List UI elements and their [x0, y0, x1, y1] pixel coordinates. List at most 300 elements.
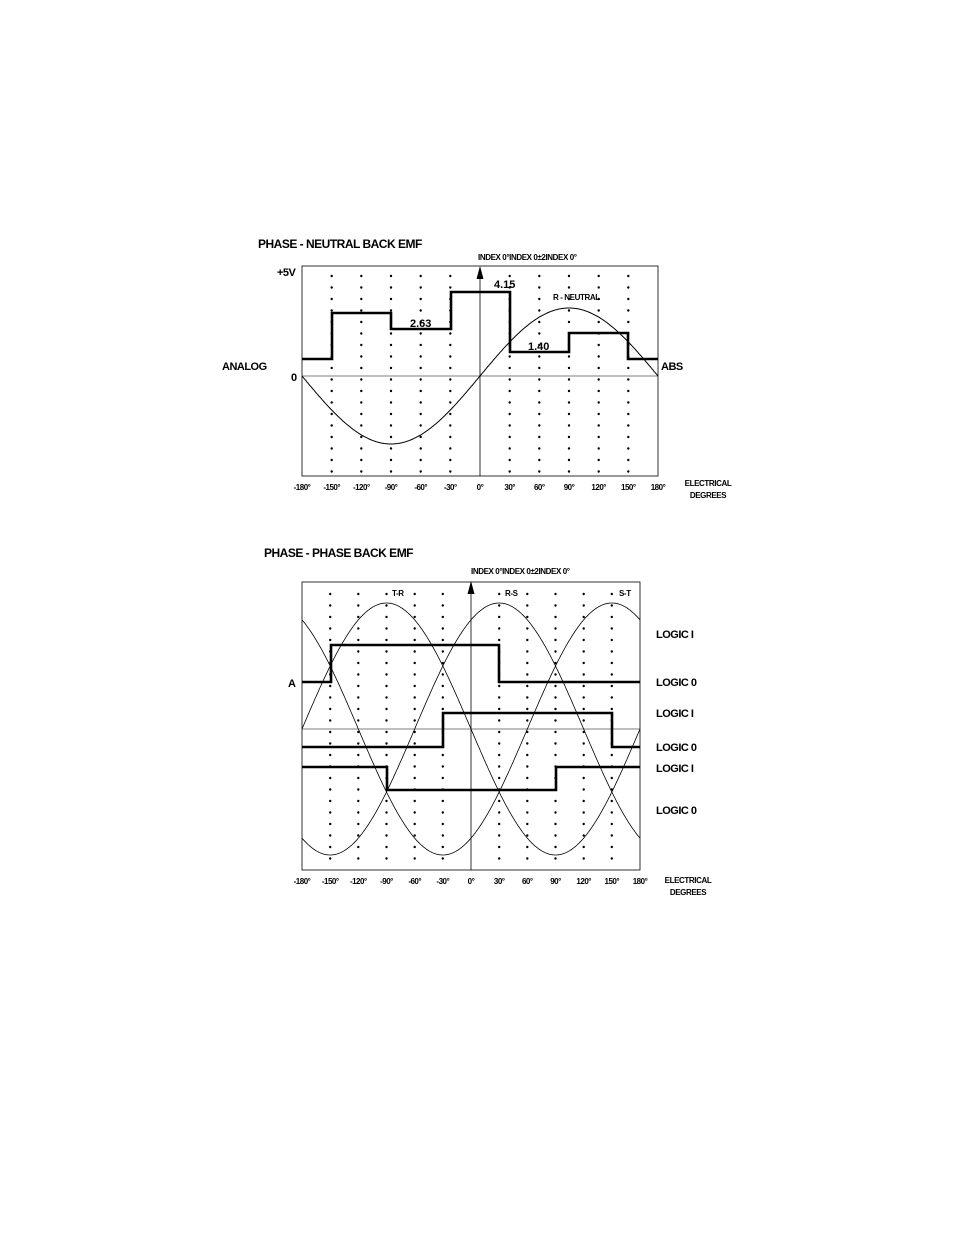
- grid-dot: [449, 424, 451, 426]
- grid-dot: [414, 811, 416, 813]
- chart1-tick-label: -180°: [293, 483, 311, 492]
- grid-dot: [498, 696, 500, 698]
- grid-dot: [442, 593, 444, 595]
- grid-dot: [509, 424, 511, 426]
- grid-dot: [442, 696, 444, 698]
- grid-dot: [360, 424, 362, 426]
- grid-dot: [357, 834, 359, 836]
- grid-dot: [627, 286, 629, 288]
- grid-dot: [331, 401, 333, 403]
- chart2-logic-label-2: LOGIC 0: [656, 677, 697, 689]
- grid-dot: [449, 355, 451, 357]
- grid-dot: [442, 754, 444, 756]
- grid-dot: [420, 424, 422, 426]
- grid-dot: [554, 627, 556, 629]
- grid-dot: [554, 811, 556, 813]
- grid-dot: [498, 754, 500, 756]
- chart2-tick-label: 120°: [576, 877, 591, 886]
- chart1-tick-label: -30°: [443, 483, 457, 492]
- grid-dot: [568, 401, 570, 403]
- grid-dot: [385, 731, 387, 733]
- grid-dot: [627, 447, 629, 449]
- grid-dot: [538, 413, 540, 415]
- grid-dot: [598, 436, 600, 438]
- grid-dot: [583, 777, 585, 779]
- grid-dot: [554, 834, 556, 836]
- grid-dot: [357, 754, 359, 756]
- grid-dot: [360, 298, 362, 300]
- grid-dot: [449, 344, 451, 346]
- grid-dot: [611, 616, 613, 618]
- grid-dot: [414, 834, 416, 836]
- grid-dot: [611, 685, 613, 687]
- grid-dot: [442, 673, 444, 675]
- grid-dot: [509, 401, 511, 403]
- grid-dot: [442, 650, 444, 652]
- grid-dot: [509, 436, 511, 438]
- grid-dot: [568, 275, 570, 277]
- grid-dot: [611, 627, 613, 629]
- grid-dot: [526, 823, 528, 825]
- grid-dot: [498, 593, 500, 595]
- grid-dot: [329, 846, 331, 848]
- grid-dot: [360, 470, 362, 472]
- grid-dot: [538, 286, 540, 288]
- grid-dot: [390, 355, 392, 357]
- grid-dot: [385, 650, 387, 652]
- grid-dot: [414, 777, 416, 779]
- grid-dot: [414, 639, 416, 641]
- grid-dot: [598, 424, 600, 426]
- grid-dot: [414, 823, 416, 825]
- grid-dot: [509, 459, 511, 461]
- grid-dot: [390, 367, 392, 369]
- grid-dot: [583, 616, 585, 618]
- grid-dot: [554, 823, 556, 825]
- chart2-label-t-r: T-R: [392, 589, 404, 598]
- grid-dot: [598, 459, 600, 461]
- grid-dot: [357, 811, 359, 813]
- grid-dot: [554, 604, 556, 606]
- grid-dot: [414, 846, 416, 848]
- grid-dot: [414, 616, 416, 618]
- grid-dot: [583, 788, 585, 790]
- chart1-tick-label: 0°: [476, 483, 484, 492]
- grid-dot: [598, 470, 600, 472]
- grid-dot: [414, 627, 416, 629]
- grid-dot: [449, 367, 451, 369]
- grid-dot: [568, 286, 570, 288]
- grid-dot: [627, 275, 629, 277]
- grid-dot: [554, 719, 556, 721]
- grid-dot: [526, 616, 528, 618]
- grid-dot: [360, 275, 362, 277]
- grid-dot: [390, 459, 392, 461]
- grid-dot: [390, 424, 392, 426]
- grid-dot: [526, 765, 528, 767]
- grid-dot: [538, 298, 540, 300]
- grid-dot: [509, 413, 511, 415]
- grid-dot: [526, 662, 528, 664]
- grid-dot: [526, 719, 528, 721]
- grid-dot: [390, 286, 392, 288]
- grid-dot: [568, 378, 570, 380]
- grid-dot: [357, 719, 359, 721]
- grid-dot: [331, 275, 333, 277]
- grid-dot: [611, 604, 613, 606]
- grid-dot: [583, 639, 585, 641]
- grid-dot: [583, 708, 585, 710]
- grid-dot: [526, 673, 528, 675]
- grid-dot: [598, 401, 600, 403]
- chart2-tick-label: 0°: [467, 877, 475, 886]
- grid-dot: [538, 275, 540, 277]
- grid-dot: [526, 846, 528, 848]
- grid-dot: [583, 719, 585, 721]
- grid-dot: [390, 344, 392, 346]
- chart1-tick-label: 60°: [533, 483, 545, 492]
- chart2-tick-label: -150°: [321, 877, 339, 886]
- grid-dot: [329, 754, 331, 756]
- grid-dot: [385, 662, 387, 664]
- grid-dot: [498, 777, 500, 779]
- grid-dot: [598, 447, 600, 449]
- grid-dot: [449, 275, 451, 277]
- grid-dot: [329, 616, 331, 618]
- grid-dot: [442, 777, 444, 779]
- chart1-curve-label: R - NEUTRAL: [553, 293, 600, 302]
- chart2-index-arrow: [468, 581, 475, 594]
- grid-dot: [583, 593, 585, 595]
- grid-dot: [498, 846, 500, 848]
- grid-dot: [442, 823, 444, 825]
- grid-dot: [598, 390, 600, 392]
- chart1-y-zero-label: 0: [291, 372, 297, 384]
- grid-dot: [414, 742, 416, 744]
- grid-dot: [331, 298, 333, 300]
- grid-dot: [442, 857, 444, 859]
- grid-dot: [526, 593, 528, 595]
- grid-dot: [568, 447, 570, 449]
- grid-dot: [420, 459, 422, 461]
- chart2-tick-label: 60°: [521, 877, 533, 886]
- grid-dot: [360, 401, 362, 403]
- grid-dot: [420, 275, 422, 277]
- grid-dot: [526, 777, 528, 779]
- grid-dot: [385, 616, 387, 618]
- grid-dot: [449, 470, 451, 472]
- grid-dot: [538, 367, 540, 369]
- grid-dot: [526, 696, 528, 698]
- chart1-tick-label: 30°: [504, 483, 516, 492]
- grid-dot: [420, 355, 422, 357]
- grid-dot: [583, 742, 585, 744]
- grid-dot: [329, 604, 331, 606]
- grid-dot: [611, 846, 613, 848]
- grid-dot: [360, 321, 362, 323]
- grid-dot: [360, 286, 362, 288]
- grid-dot: [442, 604, 444, 606]
- chart2-logic-label-5: LOGIC I: [656, 763, 694, 775]
- grid-dot: [583, 857, 585, 859]
- grid-dot: [357, 673, 359, 675]
- grid-dot: [509, 378, 511, 380]
- grid-dot: [568, 424, 570, 426]
- grid-dot: [357, 685, 359, 687]
- grid-dot: [357, 857, 359, 859]
- grid-dot: [554, 650, 556, 652]
- grid-dot: [360, 332, 362, 334]
- grid-dot: [611, 811, 613, 813]
- grid-dot: [498, 731, 500, 733]
- grid-dot: [598, 275, 600, 277]
- chart2-tick-label: 180°: [632, 877, 648, 886]
- grid-dot: [331, 367, 333, 369]
- grid-dot: [554, 673, 556, 675]
- grid-dot: [357, 662, 359, 664]
- chart1-x-title-line1: ELECTRICAL: [684, 479, 732, 488]
- grid-dot: [583, 685, 585, 687]
- grid-dot: [390, 401, 392, 403]
- grid-dot: [538, 390, 540, 392]
- grid-dot: [414, 765, 416, 767]
- grid-dot: [449, 332, 451, 334]
- grid-dot: [627, 401, 629, 403]
- grid-dot: [538, 355, 540, 357]
- grid-dot: [627, 424, 629, 426]
- grid-dot: [498, 800, 500, 802]
- chart1-tick-label: -60°: [414, 483, 428, 492]
- grid-dot: [538, 401, 540, 403]
- grid-dot: [331, 470, 333, 472]
- grid-dot: [414, 650, 416, 652]
- grid-dot: [498, 857, 500, 859]
- grid-dot: [360, 367, 362, 369]
- chart1-index-arrow: [477, 266, 484, 279]
- grid-dot: [357, 800, 359, 802]
- chart1-tick-label: -90°: [384, 483, 398, 492]
- chart1-tick-label: 90°: [563, 483, 575, 492]
- grid-dot: [357, 627, 359, 629]
- grid-dot: [538, 459, 540, 461]
- grid-dot: [385, 696, 387, 698]
- grid-dot: [329, 811, 331, 813]
- grid-dot: [357, 593, 359, 595]
- grid-dot: [449, 413, 451, 415]
- grid-dot: [509, 390, 511, 392]
- grid-dot: [331, 459, 333, 461]
- grid-dot: [583, 834, 585, 836]
- grid-dot: [538, 470, 540, 472]
- grid-dot: [331, 447, 333, 449]
- grid-dot: [420, 436, 422, 438]
- grid-dot: [329, 719, 331, 721]
- grid-dot: [568, 436, 570, 438]
- grid-dot: [390, 470, 392, 472]
- grid-dot: [420, 378, 422, 380]
- grid-dot: [385, 685, 387, 687]
- chart2-logic-label-1: LOGIC I: [656, 629, 694, 641]
- grid-dot: [449, 436, 451, 438]
- grid-dot: [390, 436, 392, 438]
- grid-dot: [357, 788, 359, 790]
- grid-dot: [414, 696, 416, 698]
- chart1-index-label: INDEX 0°INDEX 0±2INDEX 0°: [478, 253, 577, 262]
- chart2-index-label: INDEX 0°INDEX 0±2INDEX 0°: [471, 567, 570, 576]
- grid-dot: [329, 800, 331, 802]
- grid-dot: [449, 459, 451, 461]
- grid-dot: [554, 731, 556, 733]
- grid-dot: [538, 332, 540, 334]
- chart1-y-top-label: +5V: [277, 267, 296, 279]
- grid-dot: [554, 857, 556, 859]
- grid-dot: [583, 846, 585, 848]
- grid-dot: [583, 650, 585, 652]
- grid-dot: [627, 309, 629, 311]
- grid-dot: [442, 685, 444, 687]
- grid-dot: [357, 742, 359, 744]
- grid-dot: [598, 355, 600, 357]
- grid-dot: [420, 447, 422, 449]
- grid-dot: [538, 309, 540, 311]
- grid-dot: [414, 800, 416, 802]
- grid-dot: [554, 708, 556, 710]
- grid-dot: [583, 696, 585, 698]
- grid-dot: [357, 777, 359, 779]
- grid-dot: [390, 390, 392, 392]
- grid-dot: [385, 754, 387, 756]
- chart2-logic-label-6: LOGIC 0: [656, 805, 697, 817]
- grid-dot: [598, 367, 600, 369]
- grid-dot: [611, 639, 613, 641]
- chart2-x-title-line1: ELECTRICAL: [664, 876, 712, 885]
- grid-dot: [598, 309, 600, 311]
- grid-dot: [390, 413, 392, 415]
- grid-dot: [331, 413, 333, 415]
- grid-dot: [611, 650, 613, 652]
- grid-dot: [329, 593, 331, 595]
- grid-dot: [414, 685, 416, 687]
- chart1-tick-label: 120°: [591, 483, 606, 492]
- chart2-x-title-line2: DEGREES: [669, 888, 707, 897]
- grid-dot: [498, 708, 500, 710]
- chart2-tick-label: 30°: [493, 877, 505, 886]
- grid-dot: [329, 696, 331, 698]
- chart2-left-label: A: [288, 678, 296, 690]
- grid-dot: [329, 823, 331, 825]
- grid-dot: [414, 857, 416, 859]
- chart2-tick-label: -180°: [293, 877, 311, 886]
- grid-dot: [498, 811, 500, 813]
- grid-dot: [554, 639, 556, 641]
- grid-dot: [329, 639, 331, 641]
- grid-dot: [611, 708, 613, 710]
- grid-dot: [526, 742, 528, 744]
- grid-dot: [442, 846, 444, 848]
- grid-dot: [526, 754, 528, 756]
- grid-dot: [385, 834, 387, 836]
- grid-dot: [526, 627, 528, 629]
- grid-dot: [390, 309, 392, 311]
- grid-dot: [498, 765, 500, 767]
- grid-dot: [526, 650, 528, 652]
- grid-dot: [526, 811, 528, 813]
- grid-dot: [390, 275, 392, 277]
- grid-dot: [360, 390, 362, 392]
- chart1-x-ticks: [294, 483, 666, 492]
- grid-dot: [420, 470, 422, 472]
- grid-dot: [568, 390, 570, 392]
- grid-dot: [331, 390, 333, 392]
- grid-dot: [568, 367, 570, 369]
- grid-dot: [360, 436, 362, 438]
- grid-dot: [442, 627, 444, 629]
- grid-dot: [509, 275, 511, 277]
- grid-dot: [498, 639, 500, 641]
- grid-dot: [420, 298, 422, 300]
- grid-dot: [442, 708, 444, 710]
- grid-dot: [414, 673, 416, 675]
- grid-dot: [449, 378, 451, 380]
- grid-dot: [331, 286, 333, 288]
- grid-dot: [385, 639, 387, 641]
- chart1-tick-label: 150°: [621, 483, 636, 492]
- grid-dot: [554, 800, 556, 802]
- grid-dot: [611, 777, 613, 779]
- grid-dot: [509, 367, 511, 369]
- grid-dot: [554, 742, 556, 744]
- grid-dot: [420, 332, 422, 334]
- grid-dot: [611, 823, 613, 825]
- grid-dot: [627, 413, 629, 415]
- grid-dot: [498, 685, 500, 687]
- grid-dot: [357, 696, 359, 698]
- chart2-tick-label: -60°: [408, 877, 422, 886]
- grid-dot: [357, 650, 359, 652]
- grid-dot: [498, 627, 500, 629]
- grid-dot: [598, 286, 600, 288]
- chart-phase-phase: [264, 546, 712, 897]
- grid-dot: [568, 413, 570, 415]
- grid-dot: [357, 639, 359, 641]
- grid-dot: [568, 470, 570, 472]
- grid-dot: [385, 846, 387, 848]
- grid-dot: [598, 321, 600, 323]
- grid-dot: [526, 685, 528, 687]
- grid-dot: [329, 708, 331, 710]
- grid-dot: [627, 470, 629, 472]
- grid-dot: [538, 321, 540, 323]
- grid-dot: [554, 616, 556, 618]
- grid-dot: [526, 834, 528, 836]
- grid-dot: [554, 593, 556, 595]
- grid-dot: [449, 286, 451, 288]
- grid-dot: [598, 344, 600, 346]
- grid-dot: [498, 834, 500, 836]
- grid-dot: [598, 413, 600, 415]
- grid-dot: [331, 436, 333, 438]
- grid-dot: [627, 321, 629, 323]
- grid-dot: [554, 685, 556, 687]
- grid-dot: [442, 639, 444, 641]
- grid-dot: [509, 470, 511, 472]
- grid-dot: [627, 436, 629, 438]
- grid-dot: [329, 834, 331, 836]
- chart2-tick-label: -120°: [349, 877, 367, 886]
- grid-dot: [449, 447, 451, 449]
- grid-dot: [420, 390, 422, 392]
- grid-dot: [390, 447, 392, 449]
